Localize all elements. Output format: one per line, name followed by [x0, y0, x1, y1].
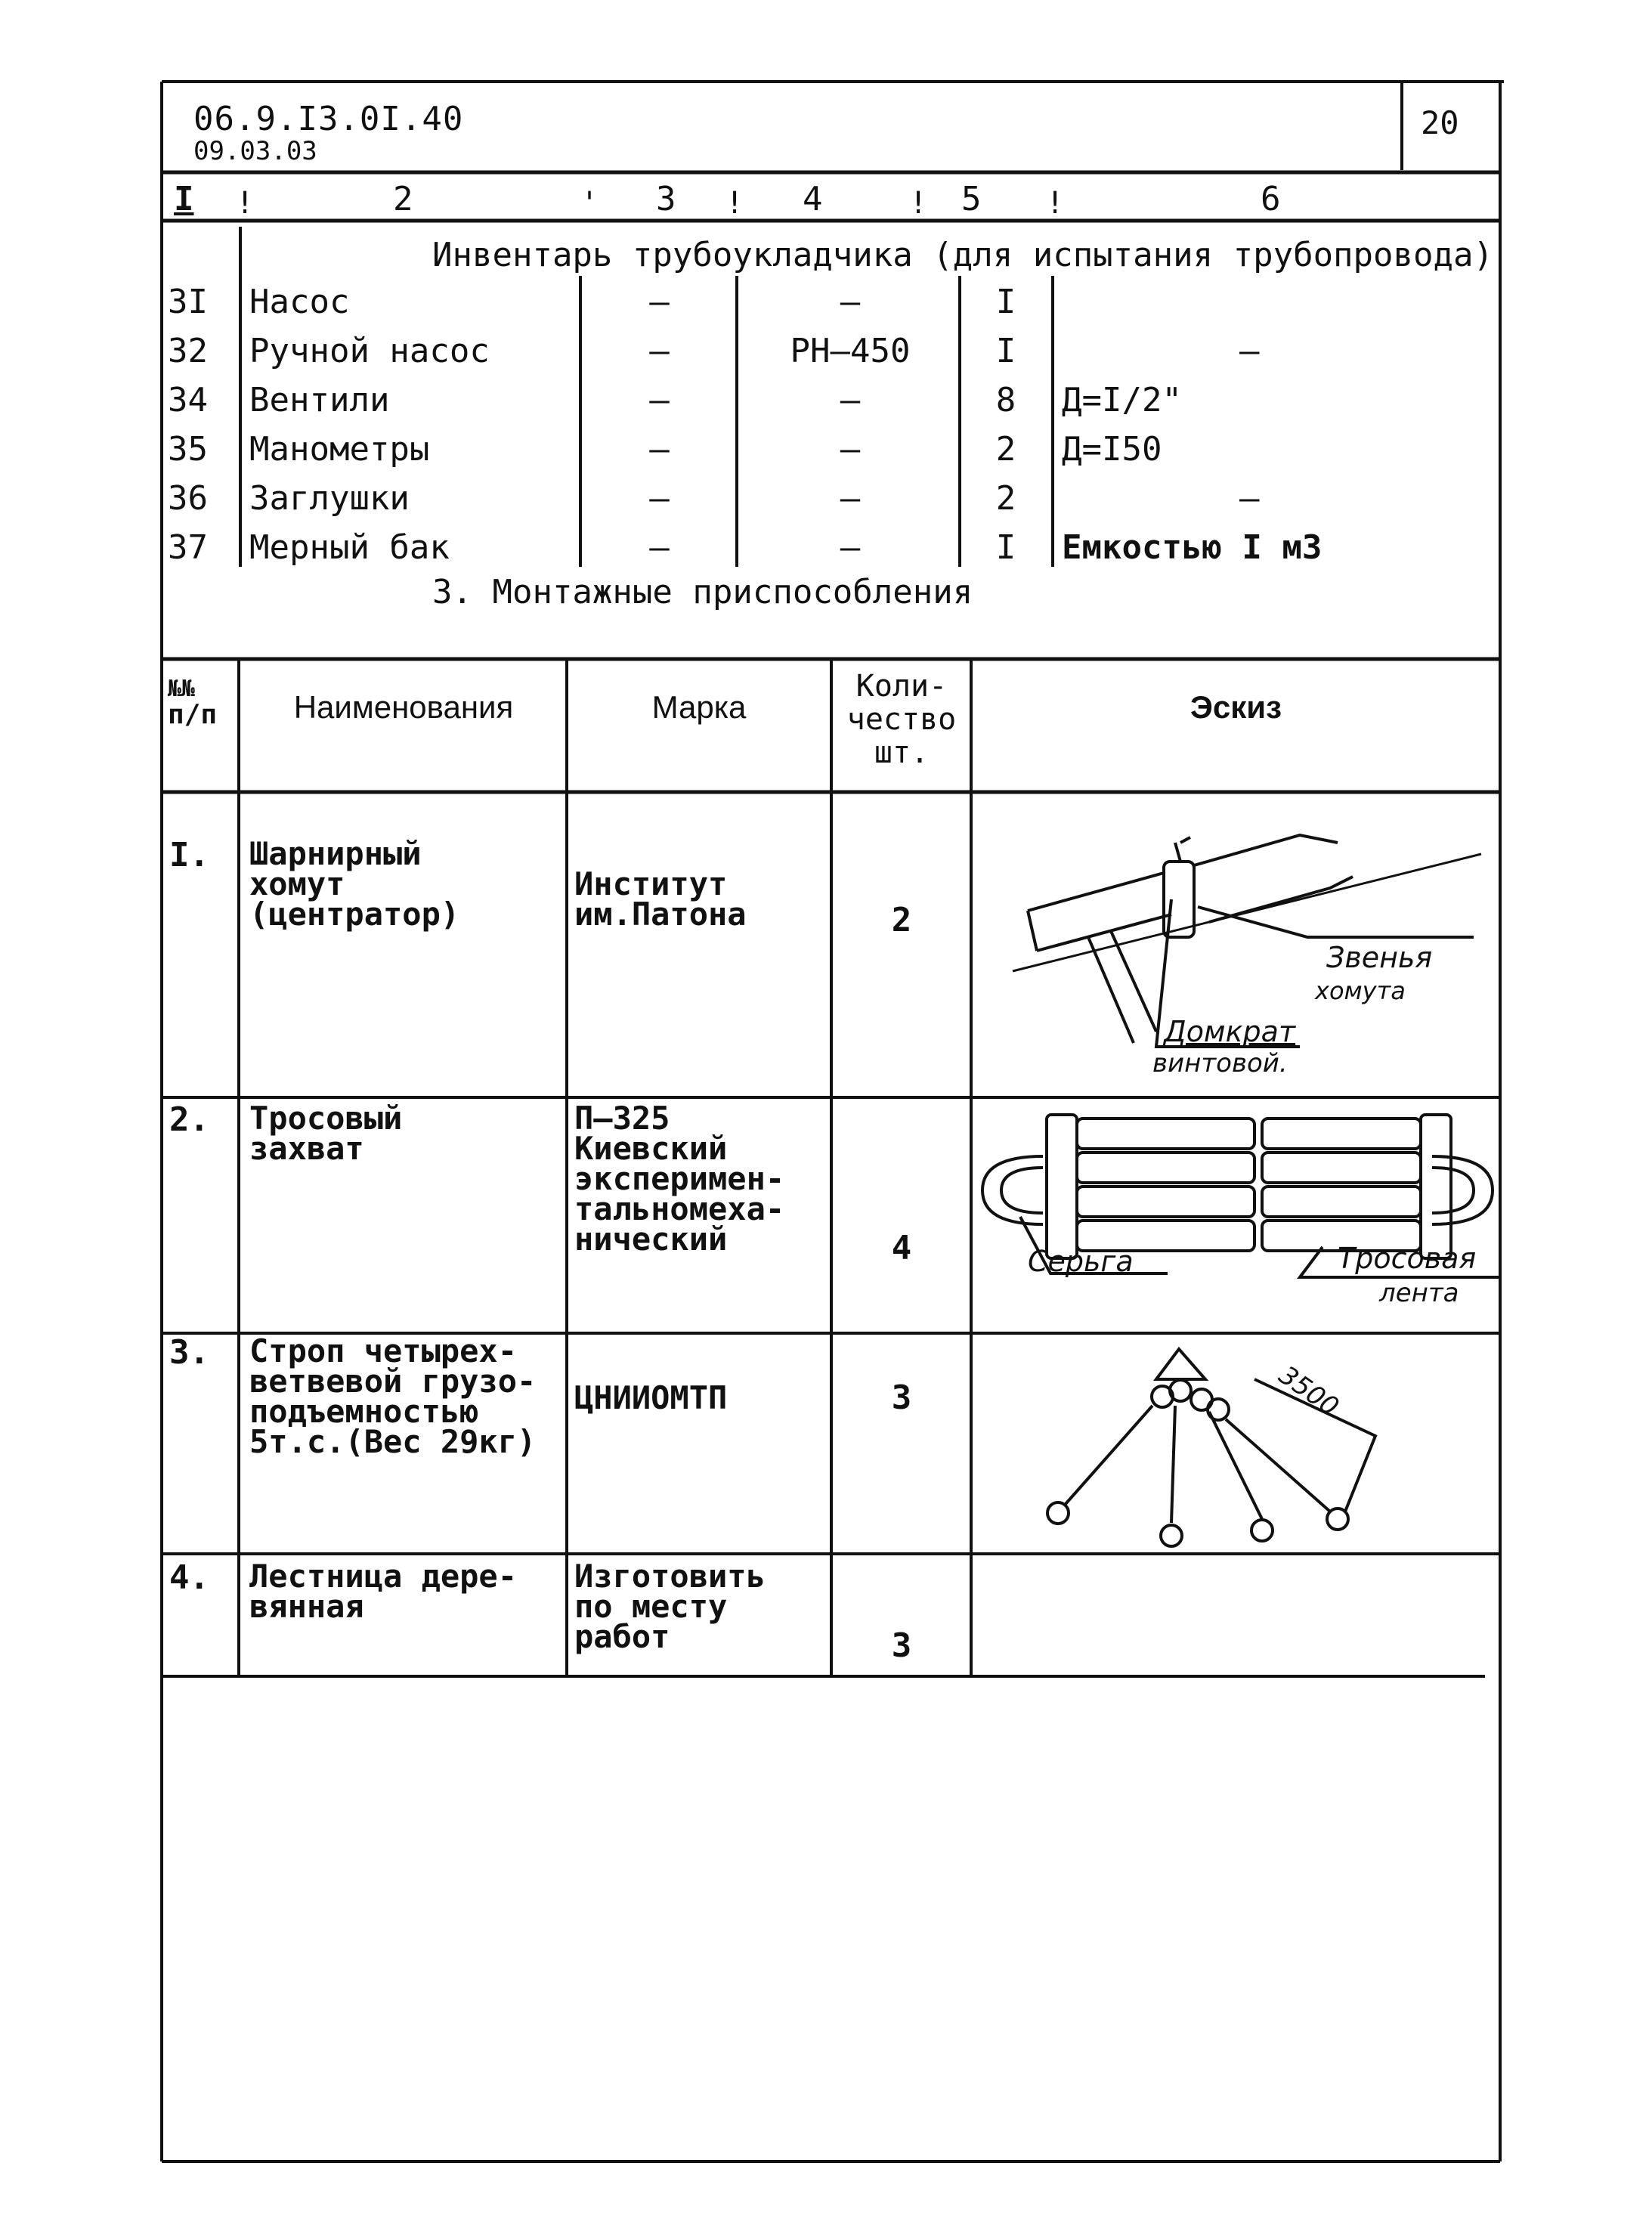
item-name: Вентили [249, 381, 390, 419]
item-mark-line: тальномеха- [574, 1190, 785, 1227]
cell-col5: I [995, 283, 1016, 321]
row-number: 4. [169, 1558, 209, 1597]
header-num-line1: №№ [168, 676, 196, 702]
item-qty: 3 [891, 1379, 912, 1417]
header-num [168, 676, 217, 728]
section-title: 3. Монтажные приспособления [432, 573, 973, 611]
col-number-3: 3 [656, 180, 676, 218]
svg-text:!: ! [909, 186, 928, 221]
item-mark [574, 1379, 728, 1416]
cell-col5: 2 [995, 430, 1016, 469]
inventory-title: Инвентарь трубоукладчика (для испытания трубопровода) [432, 236, 1493, 274]
item-name-line: Строп четырех- [249, 1332, 518, 1369]
item-mark-line: ЦНИИОМТП [574, 1379, 728, 1416]
item-name-line: Лестница дере- [249, 1558, 518, 1595]
item-mark-line: по месту [574, 1588, 728, 1625]
row-number: 34 [168, 381, 208, 419]
row-number: 36 [168, 479, 208, 518]
cell-col5: I [995, 528, 1016, 567]
item-name: Мерный бак [249, 528, 450, 567]
item-name-line: Шарнирный [249, 835, 422, 872]
svg-text:!: ! [236, 186, 255, 221]
cell-col5: 2 [995, 479, 1016, 518]
item-name [249, 1332, 537, 1460]
item-mark-line: Изготовить [574, 1558, 766, 1595]
cell-col6: – [1239, 332, 1260, 370]
cell-col4: – [840, 283, 861, 321]
item-name: Ручной насос [249, 332, 490, 370]
clamp-jack-label-2: винтовой. [1152, 1048, 1288, 1078]
rope-grip-sketch [975, 1103, 1500, 1330]
row-number: 35 [168, 430, 208, 469]
item-name [249, 1100, 403, 1167]
col-number-6: 6 [1261, 180, 1281, 218]
col-number-4: 4 [803, 180, 823, 218]
cell-col3: – [649, 283, 670, 321]
col-number-1: I [174, 180, 194, 218]
cell-col3: – [649, 430, 670, 469]
item-name-line: ветвевой грузо- [249, 1363, 537, 1400]
header-qty-line3: шт. [874, 735, 930, 770]
item-name-line: подъемностью [249, 1393, 479, 1430]
item-mark-line: им.Патона [574, 896, 747, 933]
item-name-line: Тросовый [249, 1100, 403, 1137]
header-qty-line1: Коли- [855, 669, 948, 704]
row-number: 32 [168, 332, 208, 370]
item-name-line: 5т.с.(Вес 29кг) [249, 1423, 537, 1460]
cell-col4: РН–450 [790, 332, 911, 370]
cell-col6: Д=I50 [1062, 430, 1162, 469]
header-qty-line2: чество [846, 702, 957, 737]
svg-text:': ' [580, 186, 599, 221]
grip-shackle-label: Серьга [1028, 1245, 1134, 1278]
cell-col3: – [649, 479, 670, 518]
clamp-jack-label: Домкрат [1164, 1015, 1296, 1048]
clamp-links-label: Звенья [1326, 941, 1433, 974]
header-num-line2: п/п [168, 699, 218, 730]
item-name-line: (центратор) [249, 896, 460, 933]
item-qty: 4 [891, 1229, 912, 1267]
header-qty [833, 670, 970, 769]
sling-sketch [982, 1338, 1496, 1553]
cell-col6: – [1239, 479, 1260, 518]
item-mark [574, 1558, 766, 1655]
document-date: 09.03.03 [193, 136, 317, 166]
item-mark-line: нический [574, 1221, 728, 1258]
item-mark [574, 865, 747, 933]
col-number-5: 5 [961, 180, 982, 218]
item-name [249, 835, 460, 933]
item-mark-line: эксперимен- [574, 1160, 785, 1197]
cell-col3: – [649, 381, 670, 419]
row-number: 2. [169, 1100, 209, 1139]
document-code: 06.9.I3.0I.40 [193, 100, 464, 138]
cell-col5: I [995, 332, 1016, 370]
sling-length-label: 3500 [1273, 1360, 1344, 1423]
cell-col6: Д=I/2" [1062, 381, 1182, 419]
cell-col5: 8 [995, 381, 1016, 419]
item-name: Насос [249, 283, 350, 321]
clamp-sketch [982, 801, 1496, 1092]
item-mark-line: П–325 [574, 1100, 670, 1137]
item-mark [574, 1100, 785, 1258]
cell-col4: – [840, 381, 861, 419]
page-number: 20 [1421, 104, 1459, 141]
item-name: Заглушки [249, 479, 410, 518]
grip-tape-label: Тросовая [1338, 1242, 1477, 1275]
row-number: 3. [169, 1333, 209, 1372]
header-mark: Марка [651, 689, 747, 725]
svg-text:!: ! [1046, 186, 1065, 221]
item-qty: 3 [891, 1626, 912, 1665]
item-name-line: захват [249, 1130, 364, 1167]
item-mark-line: Институт [574, 865, 728, 902]
row-number: I. [169, 836, 209, 874]
grip-tape-label-2: лента [1379, 1278, 1459, 1308]
item-qty: 2 [891, 901, 912, 939]
row-number: 37 [168, 528, 208, 567]
item-name [249, 1558, 518, 1625]
col-number-2: 2 [393, 180, 413, 218]
cell-col4: – [840, 430, 861, 469]
cell-col3: – [649, 528, 670, 567]
header-name: Наименования [293, 689, 514, 725]
item-name: Манометры [249, 430, 430, 469]
cell-col4: – [840, 528, 861, 567]
item-name-line: хомут [249, 865, 345, 902]
row-number: 3I [168, 283, 208, 321]
item-name-line: вянная [249, 1588, 364, 1625]
cell-col4: – [840, 479, 861, 518]
item-mark-line: работ [574, 1618, 670, 1655]
cell-col3: – [649, 332, 670, 370]
clamp-links-label-2: хомута [1315, 976, 1406, 1005]
header-sketch: Эскиз [1190, 689, 1282, 725]
cell-col6: Емкостью I м3 [1062, 528, 1323, 567]
item-mark-line: Киевский [574, 1130, 728, 1167]
svg-text:!: ! [725, 186, 744, 221]
